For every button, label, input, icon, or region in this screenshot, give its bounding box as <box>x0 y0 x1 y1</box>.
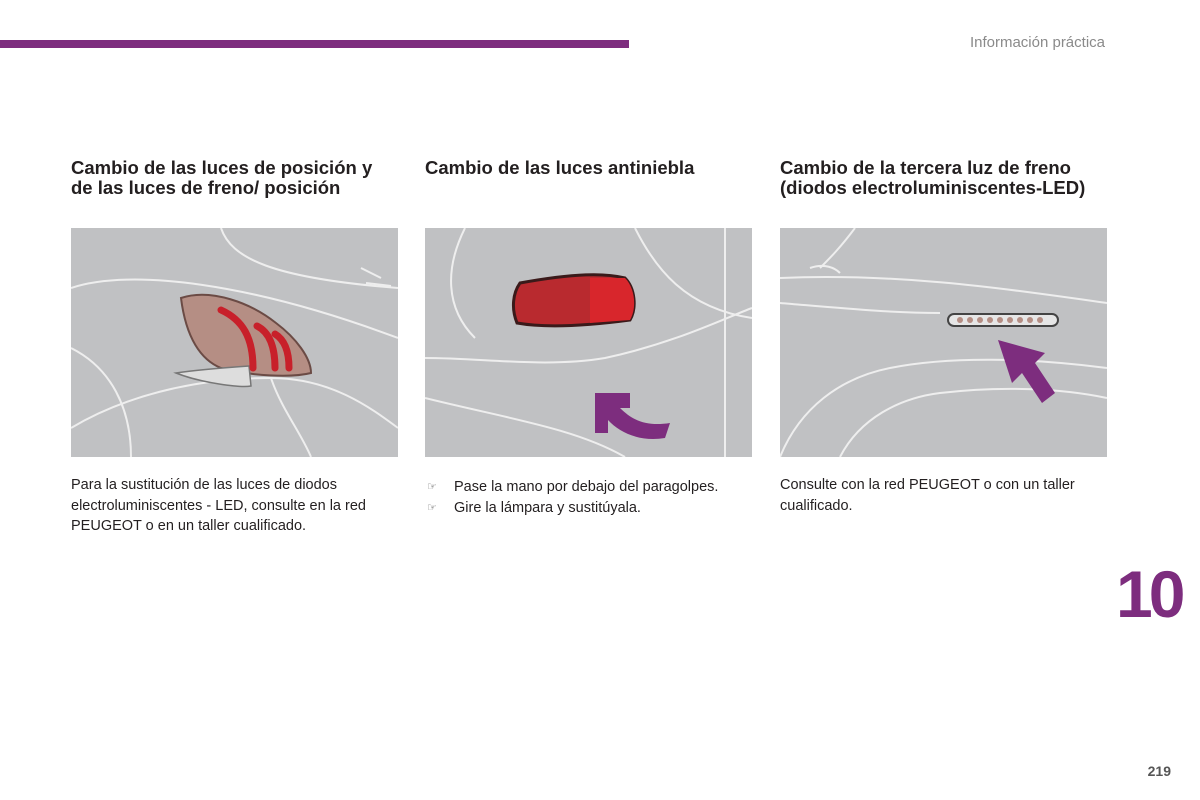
column-title: Cambio de las luces de posición y de las luces de freno/ posición <box>71 157 373 198</box>
pointing-hand-icon: ☞ <box>427 501 437 514</box>
column-caption: Para la sustitución de las luces de diodos electroluminiscentes - LED, consulte en la red PEUGEOT o en un taller cualificado. <box>71 477 366 534</box>
instruction-list <box>425 477 752 518</box>
rear-tail-light-illustration <box>71 228 398 457</box>
list-item <box>425 477 752 498</box>
column-fog-lights <box>425 157 752 516</box>
page-number: 219 <box>1147 763 1171 779</box>
column-caption: Consulte con la red PEUGEOT o con un taller cualificado. <box>780 477 1075 514</box>
column-position-brake-lights <box>71 157 398 534</box>
column-third-brake-light <box>780 157 1107 514</box>
instruction-text: Gire la lámpara y sustitúyala. <box>454 499 641 516</box>
instruction-text: Pase la mano por debajo del paragolpes. <box>454 479 719 495</box>
third-brake-light-illustration <box>780 228 1107 457</box>
rear-fog-light-illustration <box>425 228 752 457</box>
header-accent-bar <box>0 40 629 48</box>
column-title: Cambio de las luces antiniebla <box>425 157 695 178</box>
chapter-number: 10 <box>1116 557 1182 631</box>
list-item <box>425 498 752 519</box>
section-title: Información práctica <box>969 34 1105 51</box>
column-title: Cambio de la tercera luz de freno (diodos electroluminiscentes-LED) <box>780 157 1086 198</box>
pointing-hand-icon: ☞ <box>427 481 437 493</box>
